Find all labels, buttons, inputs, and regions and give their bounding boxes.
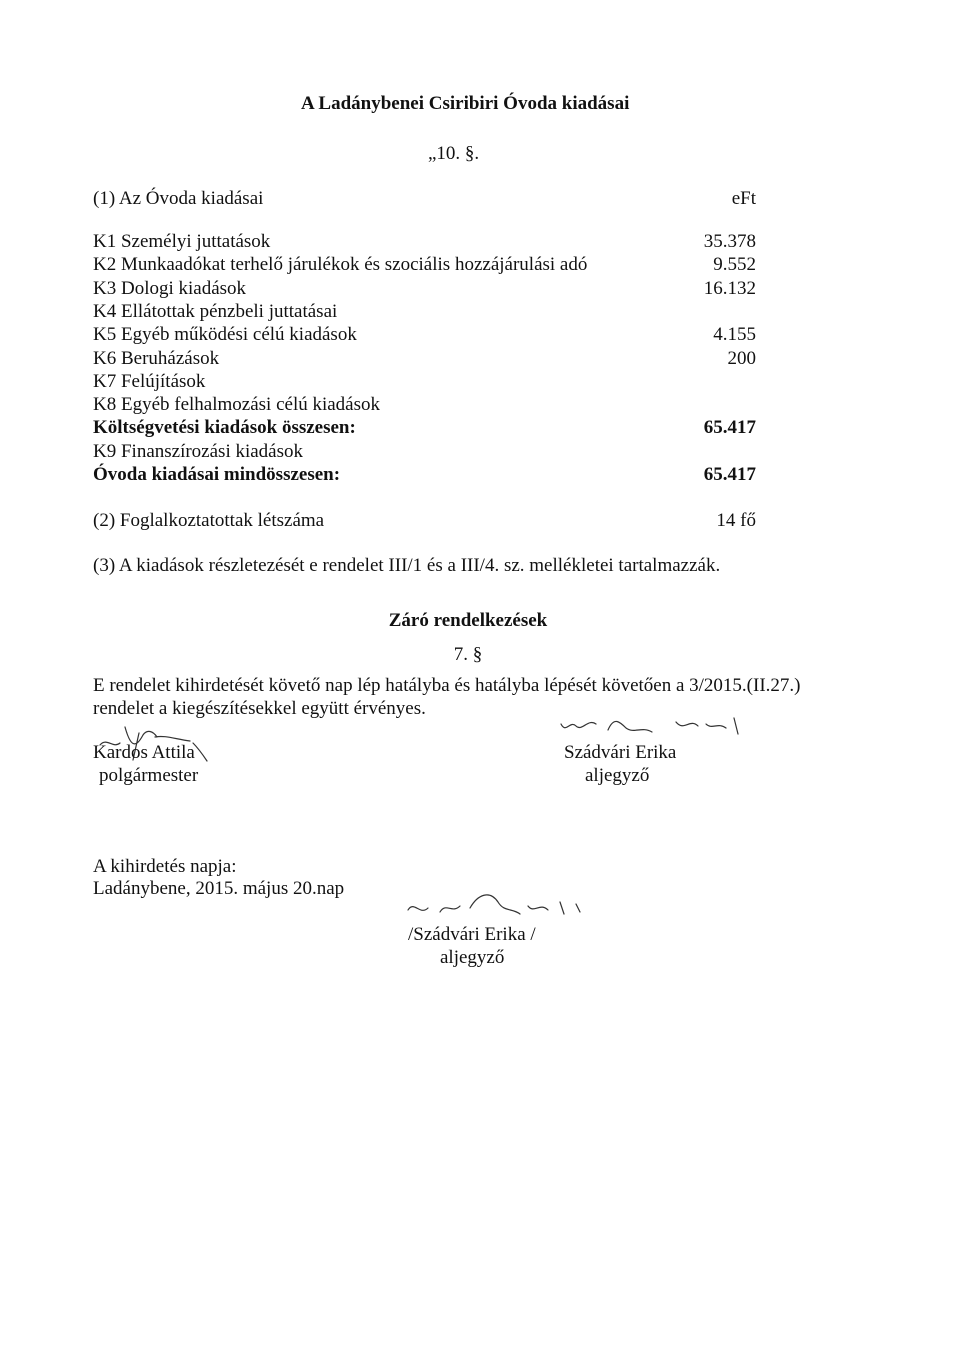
expense-row-value: 4.155 xyxy=(713,324,756,345)
expense-row-label: Költségvetési kiadások összesen: xyxy=(93,417,356,438)
expense-row-label: Óvoda kiadásai mindösszesen: xyxy=(93,464,341,485)
promulgation-title: aljegyző xyxy=(440,947,505,968)
closing-text-line2: rendelet a kiegészítésekkel együtt érvényes. xyxy=(93,698,426,719)
expenses-header xyxy=(93,188,756,210)
expense-row xyxy=(93,417,756,439)
expenses-header-label: (1) Az Óvoda kiadásai xyxy=(93,188,264,209)
expense-row xyxy=(93,254,756,276)
left-signer-name: Kardos Attila xyxy=(93,742,195,763)
expense-row xyxy=(93,348,756,370)
promulgation-signature xyxy=(400,884,590,924)
expense-row xyxy=(93,371,756,393)
unit-label: eFt xyxy=(731,188,756,209)
notary-signature xyxy=(556,712,756,742)
expense-row xyxy=(93,278,756,300)
section-10-heading: „10. §. xyxy=(428,143,480,164)
expense-row-label: K2 Munkaadókat terhelő járulékok és szociális hozzájárulási adó xyxy=(93,254,588,275)
expense-row-value: 200 xyxy=(727,348,756,369)
expense-row-label: K8 Egyéb felhalmozási célú kiadások xyxy=(93,394,381,415)
expense-row xyxy=(93,324,756,346)
expense-row xyxy=(93,464,756,486)
closing-text-line1: E rendelet kihirdetését követő nap lép hatályba és hatályba lépését követően a 3/2015.(II.27.) xyxy=(93,675,801,696)
paragraph-3: (3) A kiadások részletezését e rendelet III/1 és a III/4. sz. mellékletei tartalmazzák. xyxy=(93,555,721,576)
document-title: A Ladánybenei Csiribiri Óvoda kiadásai xyxy=(301,93,630,114)
right-signer-name: Szádvári Erika xyxy=(564,742,677,763)
right-signer-title: aljegyző xyxy=(585,765,650,786)
expense-row-value: 65.417 xyxy=(703,464,756,485)
closing-heading: Záró rendelkezések xyxy=(388,610,548,631)
expense-row-label: K1 Személyi juttatások xyxy=(93,231,271,252)
promulgation-name: /Szádvári Erika / xyxy=(408,924,536,945)
staff-row xyxy=(93,510,756,532)
expense-row-label: K7 Felújítások xyxy=(93,371,206,392)
staff-value: 14 fő xyxy=(716,510,756,531)
expense-row-label: K9 Finanszírozási kiadások xyxy=(93,441,304,462)
expense-row-label: K4 Ellátottak pénzbeli juttatásai xyxy=(93,301,338,322)
expense-row xyxy=(93,301,756,323)
promulgation-label: A kihirdetés napja: xyxy=(93,856,237,877)
expense-row xyxy=(93,441,756,463)
expense-row-value: 65.417 xyxy=(703,417,756,438)
expense-row xyxy=(93,394,756,416)
promulgation-place-date: Ladánybene, 2015. május 20.nap xyxy=(93,878,345,899)
expense-row xyxy=(93,231,756,253)
expense-row-value: 9.552 xyxy=(713,254,756,275)
staff-label: (2) Foglalkoztatottak létszáma xyxy=(93,510,325,531)
left-signer-title: polgármester xyxy=(99,765,199,786)
closing-section: 7. § xyxy=(453,644,483,665)
expense-row-label: K3 Dologi kiadások xyxy=(93,278,247,299)
expense-row-value: 35.378 xyxy=(703,231,756,252)
expense-row-label: K6 Beruházások xyxy=(93,348,220,369)
expense-row-value: 16.132 xyxy=(703,278,756,299)
expense-row-label: K5 Egyéb működési célú kiadások xyxy=(93,324,357,345)
